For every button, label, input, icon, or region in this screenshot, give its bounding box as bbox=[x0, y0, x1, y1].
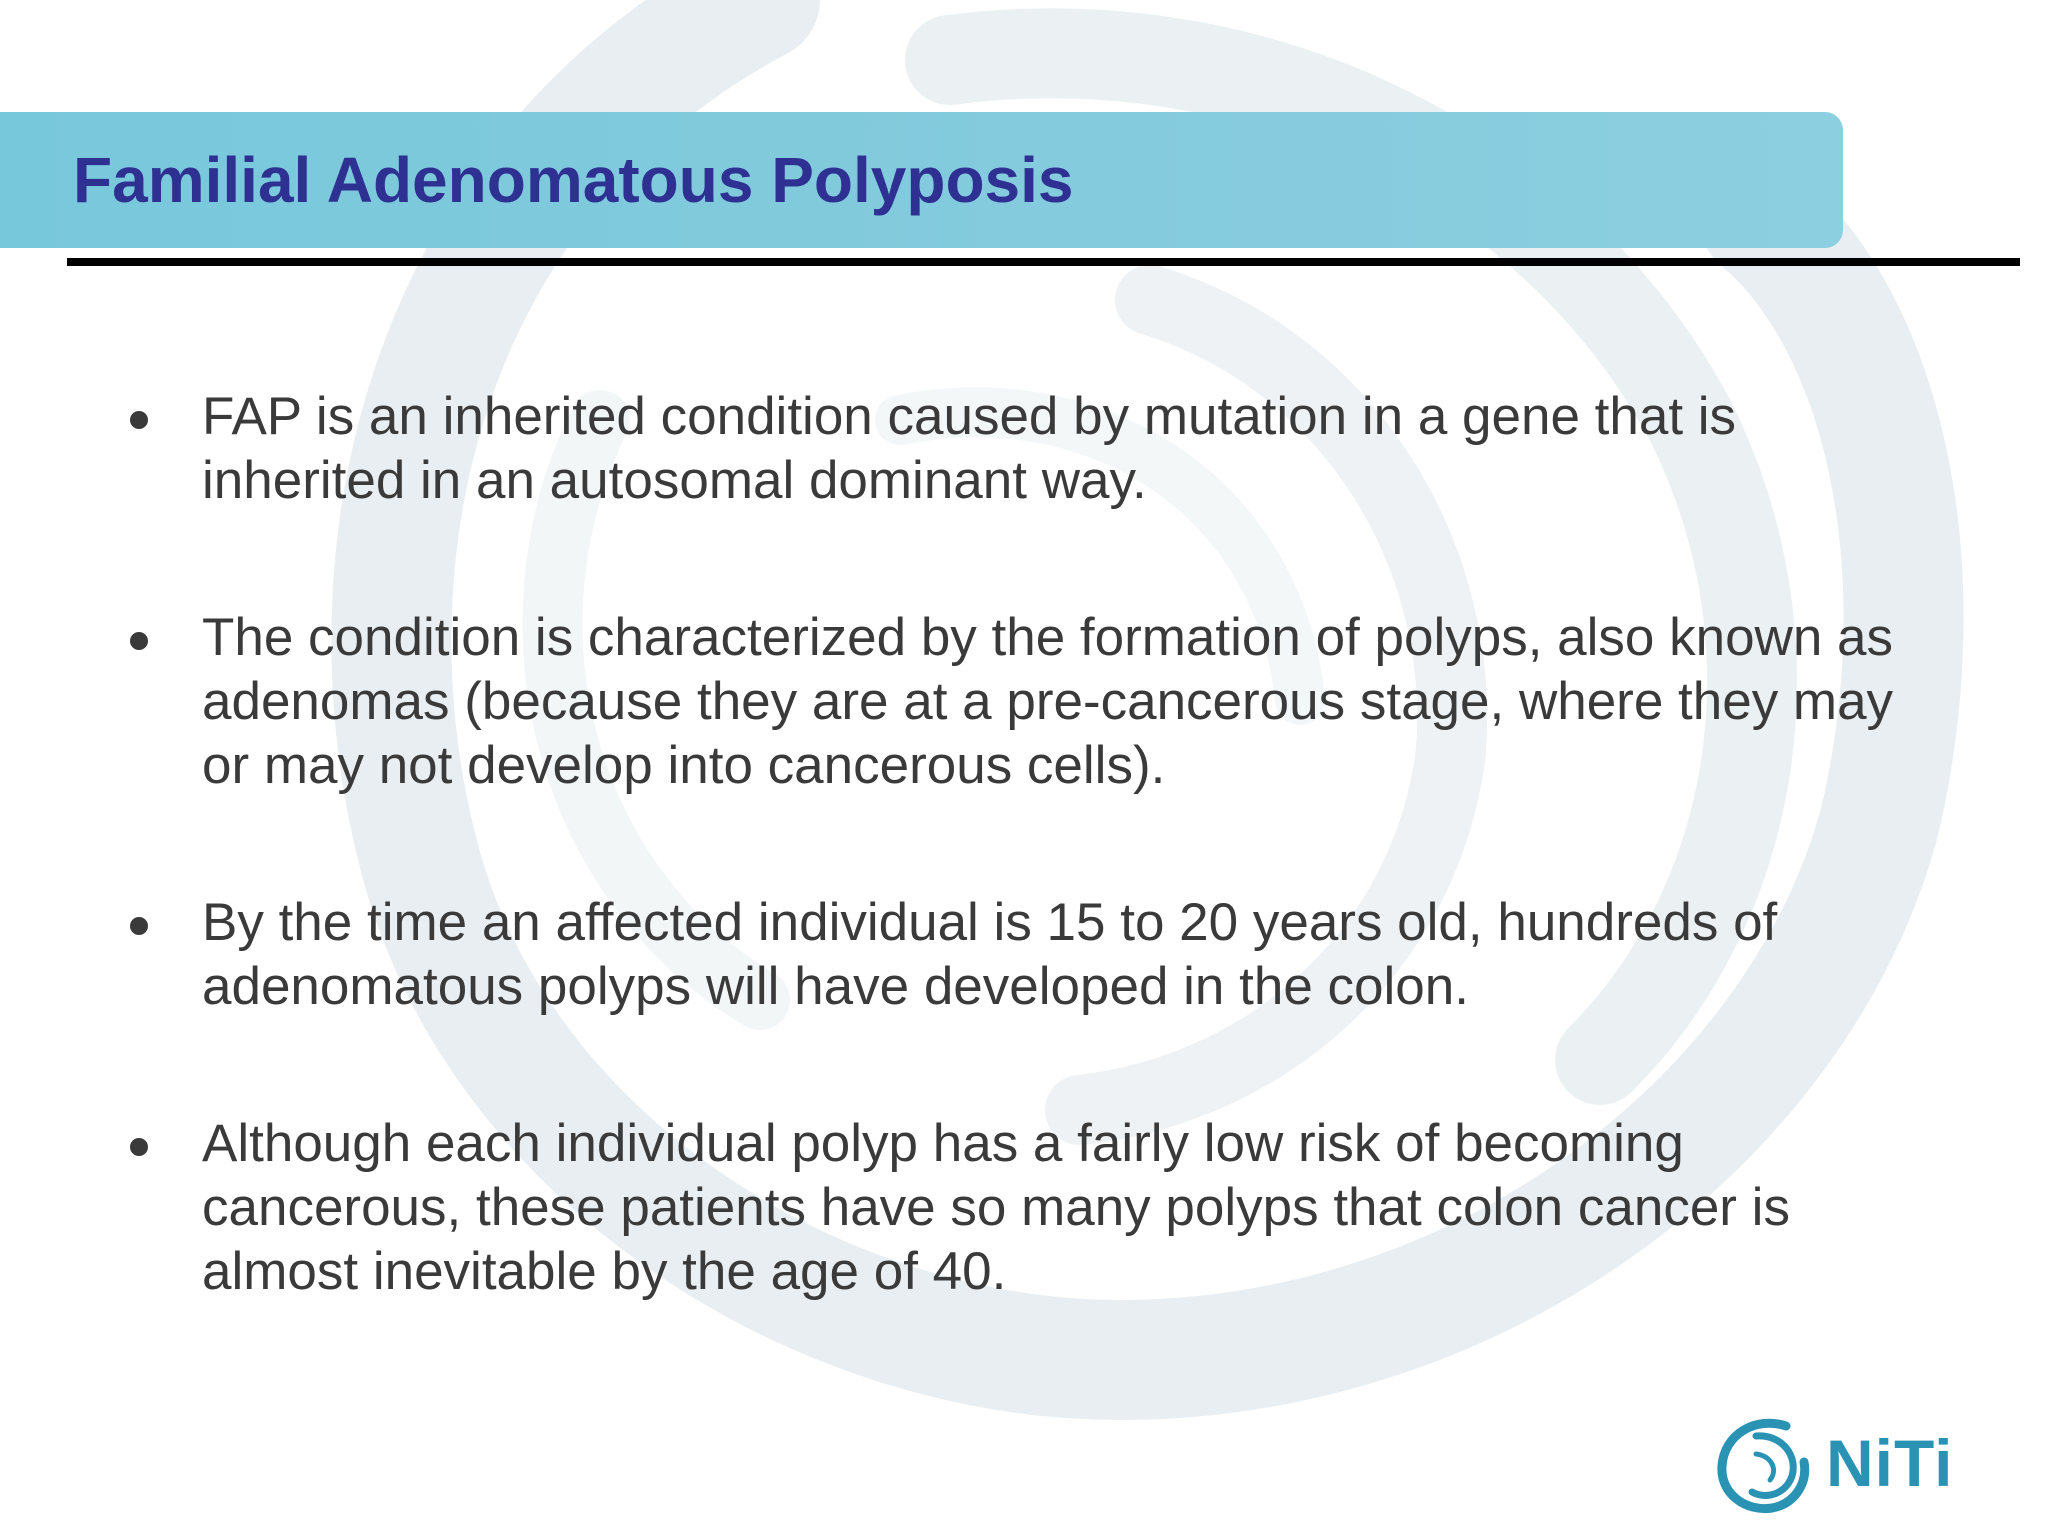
bullet-text: FAP is an inherited condition caused by mutation in a gene that is inherited in an autosomal dominant way. bbox=[202, 387, 1737, 510]
bullet-item bbox=[120, 1112, 1950, 1304]
logo-text: NiTi bbox=[1826, 1426, 1954, 1500]
bullet-icon bbox=[130, 917, 148, 935]
bullet-icon bbox=[130, 632, 148, 650]
bullet-text: The condition is characterized by the formation of polyps, also known as adenomas (because they are at a pre-cancerous stage, where they may or may not develop into cancerous cells). bbox=[202, 608, 1894, 795]
bullet-list bbox=[120, 385, 1950, 1397]
slide-title: Familial Adenomatous Polyposis bbox=[73, 144, 1074, 216]
title-divider bbox=[67, 258, 2020, 266]
bullet-text: By the time an affected individual is 15 to 20 years old, hundreds of adenomatous polyps will have developed in the colon. bbox=[202, 893, 1778, 1016]
bullet-item bbox=[120, 606, 1950, 798]
bullet-item bbox=[120, 891, 1950, 1019]
bullet-item bbox=[120, 385, 1950, 513]
bullet-icon bbox=[130, 1138, 148, 1156]
niti-logo bbox=[1716, 1414, 1986, 1514]
swirl-logo-icon bbox=[1716, 1414, 1812, 1514]
bullet-text: Although each individual polyp has a fairly low risk of becoming cancerous, these patients have so many polyps that colon cancer is almost inevitable by the age of 40. bbox=[202, 1114, 1790, 1301]
bullet-icon bbox=[130, 411, 148, 429]
